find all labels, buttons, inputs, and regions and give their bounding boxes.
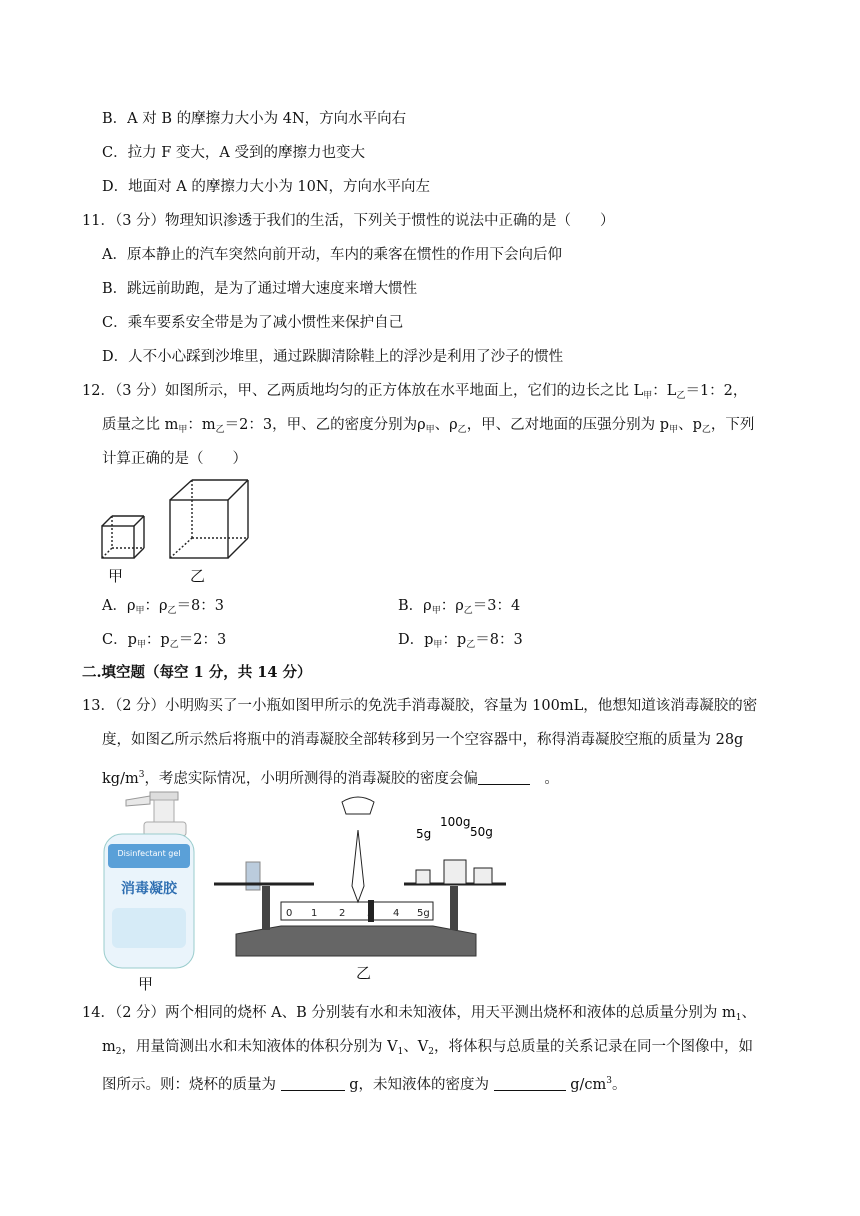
q13-figure	[96, 790, 516, 990]
cube-label-yi: 乙	[190, 567, 206, 585]
q12-option-c-text: C．p	[102, 632, 137, 648]
tick-label: 2	[339, 908, 346, 919]
q14-text: m	[102, 1039, 116, 1055]
q13-number: 13．	[82, 698, 115, 714]
q14-sub: 1	[735, 1013, 742, 1023]
q12-option-a-text: ＝8：3	[176, 598, 225, 614]
q14-number: 14．	[82, 1005, 115, 1021]
tick-label: 4	[393, 908, 400, 919]
weight-50g	[474, 868, 492, 884]
q13-line-1	[82, 696, 757, 716]
sub-yi: 乙	[463, 606, 473, 616]
q14-sub: 1	[397, 1047, 404, 1057]
q14-line-3	[102, 1071, 627, 1095]
sub-jia: 甲	[643, 391, 653, 401]
q12-option-b-text: ＝3：4	[472, 598, 521, 614]
q12-option-a-text: ：ρ	[144, 598, 168, 614]
q12-text: ，下列	[710, 417, 755, 433]
rider	[368, 900, 374, 922]
weight-label: 5g	[416, 827, 432, 841]
q12-line-1	[82, 381, 747, 406]
gel-bottle	[104, 792, 194, 968]
q14-line-1	[82, 1003, 756, 1028]
sub-jia: 甲	[433, 640, 443, 650]
q13-text: （2 分）小明购买了一小瓶如图甲所示的免洗手消毒凝胶，容量为 100mL，他想知道该消毒凝胶的密	[114, 698, 758, 714]
q14-text: 、	[741, 1005, 756, 1021]
q12-option-d	[398, 630, 523, 655]
q12-option-c-text: ：p	[145, 632, 170, 648]
q12-option-d-text: D．p	[398, 632, 434, 648]
sub-jia: 甲	[669, 425, 679, 435]
q13-text: 。	[529, 771, 559, 787]
tick-label: 1	[311, 908, 318, 919]
q14-line-2	[102, 1037, 753, 1062]
large-cube	[170, 480, 248, 558]
weight-100g	[444, 860, 466, 884]
q14-text: g/cm	[565, 1077, 607, 1093]
q12-text: ，甲、乙对地面的压强分别为 p	[466, 417, 670, 433]
q11-option-d: D．人不小心踩到沙堆里，通过跺脚清除鞋上的浮沙是利用了沙子的惯性	[102, 349, 564, 365]
q13-sup: 3	[138, 770, 145, 780]
dial	[342, 797, 374, 814]
q12-option-b-text: B．ρ	[398, 598, 432, 614]
q11-text: （3 分）物理知识渗透于我们的生活，下列关于惯性的说法中正确的是（ ）	[114, 213, 615, 229]
tick-label: 5g	[417, 908, 430, 919]
left-pillar	[262, 886, 270, 930]
sub-jia: 甲	[425, 425, 435, 435]
sub-jia: 甲	[431, 606, 441, 616]
pointer	[352, 830, 364, 902]
answer-blank[interactable]	[478, 770, 530, 785]
q13-text: kg/m	[102, 771, 139, 787]
q12-text: （3 分）如图所示，甲、乙两质地均匀的正方体放在水平地面上，它们的边长之比 L	[114, 383, 644, 399]
q12-number: 12．	[82, 383, 115, 399]
q14-text: ，将体积与总质量的关系记录在同一个图像中，如	[434, 1039, 754, 1055]
sub-yi: 乙	[457, 425, 467, 435]
q12-text: 、p	[678, 417, 702, 433]
answer-blank[interactable]	[281, 1076, 345, 1091]
section-2-heading: 二.填空题（每空 1 分，共 14 分）	[82, 664, 312, 681]
q12-option-d-text: ：p	[442, 632, 467, 648]
beam-ruler	[281, 902, 433, 920]
q12-option-d-text: ＝8：3	[475, 632, 523, 648]
weight-5g	[416, 870, 430, 884]
q12-option-b-text: ：ρ	[440, 598, 464, 614]
q14-text: 、V	[403, 1039, 429, 1055]
q14-text: ，用量筒测出水和未知液体的体积分别为 V	[121, 1039, 398, 1055]
small-cube	[102, 516, 144, 558]
q14-text: 图所示。则：烧杯的质量为	[102, 1077, 281, 1093]
q12-text: ＝1：2，	[685, 383, 748, 399]
q10-option-b: B．A 对 B 的摩擦力大小为 4N，方向水平向右	[102, 111, 407, 127]
q11-option-c: C．乘车要系安全带是为了减小惯性来保护自己	[102, 315, 404, 331]
q11-option-b: B．跳远前助跑，是为了通过增大速度来增大惯性	[102, 281, 418, 297]
q12-text: ：L	[652, 383, 677, 399]
q10-option-d: D．地面对 A 的摩擦力大小为 10N，方向水平向左	[102, 179, 431, 195]
q14-text: g，未知液体的密度为	[344, 1077, 494, 1093]
q12-option-a-text: A．ρ	[102, 598, 136, 614]
q12-line-2	[102, 415, 754, 440]
sub-yi: 乙	[215, 425, 225, 435]
q12-text: 、ρ	[434, 417, 458, 433]
sub-yi: 乙	[466, 640, 476, 650]
cube-label-jia: 甲	[108, 567, 124, 585]
sub-yi: 乙	[676, 391, 686, 401]
tick-label: 0	[286, 908, 293, 919]
q14-text: （2 分）两个相同的烧杯 A、B 分别装有水和未知液体，用天平测出烧杯和液体的总质量分别为 m	[114, 1005, 736, 1021]
bottle-name-text: 消毒凝胶	[121, 881, 177, 897]
q10-option-c: C．拉力 F 变大，A 受到的摩擦力也变大	[102, 145, 365, 161]
sub-yi: 乙	[167, 606, 177, 616]
sub-yi: 乙	[701, 425, 711, 435]
q14-sup: 3	[606, 1076, 612, 1086]
sub-yi: 乙	[169, 640, 179, 650]
right-pillar	[450, 886, 458, 930]
q11-option-a: A．原本静止的汽车突然向前开动，车内的乘客在惯性的作用下会向后仰	[102, 247, 562, 263]
q13-line-2: 度，如图乙所示然后将瓶中的消毒凝胶全部转移到另一个空容器中，称得消毒凝胶空瓶的质量为 28g	[102, 732, 744, 748]
figure-label-jia: 甲	[138, 975, 154, 993]
q12-option-c-text: ＝2：3	[178, 632, 227, 648]
q13-line-3	[102, 765, 559, 789]
weight-label: 100g	[440, 815, 471, 829]
q14-text: 。	[612, 1077, 627, 1093]
q14-sub: 2	[115, 1047, 122, 1057]
q12-line-3: 计算正确的是（ ）	[102, 451, 247, 467]
sub-jia: 甲	[136, 640, 146, 650]
q13-text: ，考虑实际情况，小明所测得的消毒凝胶的密度会偏	[144, 771, 478, 787]
sub-jia: 甲	[135, 606, 145, 616]
q12-text: 质量之比 m	[102, 417, 179, 433]
q11-number: 11．	[82, 213, 115, 229]
answer-blank[interactable]	[494, 1076, 566, 1091]
sub-jia: 甲	[178, 425, 188, 435]
q12-option-b	[398, 596, 520, 621]
figure-label-yi: 乙	[356, 964, 372, 982]
q14-sub: 2	[428, 1047, 435, 1057]
q12-text: ：m	[187, 417, 216, 433]
q12-text: ＝2：3，甲、乙的密度分别为ρ	[224, 417, 426, 433]
weight-label: 50g	[470, 825, 493, 839]
bottle-brand-text: Disinfectant gel	[117, 849, 181, 858]
q12-option-a	[102, 596, 224, 621]
balance-base	[236, 926, 476, 956]
q11-stem	[82, 211, 615, 231]
q12-option-c	[102, 630, 226, 655]
balance-scale	[214, 797, 506, 956]
small-bottle-on-pan	[246, 862, 260, 890]
